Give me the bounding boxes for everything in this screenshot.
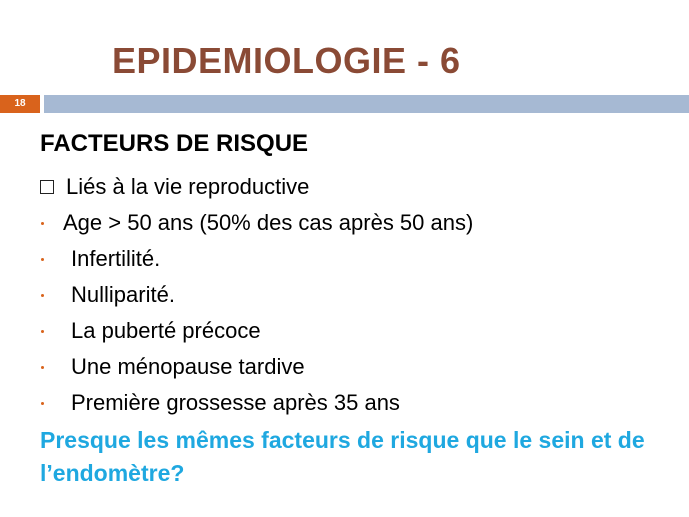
bullet-item (40, 208, 680, 238)
slide-title: EPIDEMIOLOGIE - 6 (112, 40, 461, 81)
slide-number: 18 (0, 95, 40, 113)
bullet-item-text: Age > 50 ans (50% des cas après 50 ans) (63, 210, 474, 235)
bullet-icon (41, 366, 44, 369)
checkbox-icon (40, 180, 54, 194)
bullet-item-text: Première grossesse après 35 ans (71, 390, 400, 415)
bullet-item-text: Infertilité. (71, 246, 161, 271)
section-heading: FACTEURS DE RISQUE (40, 130, 309, 157)
bullet-item-text: Nulliparité. (71, 282, 175, 307)
bullet-item (40, 244, 680, 274)
title-bar (44, 95, 689, 113)
checkbox-item-label: Liés à la vie reproductive (66, 174, 310, 199)
bullet-item (40, 316, 680, 346)
bullet-item (40, 280, 680, 310)
bullet-icon (41, 294, 44, 297)
title-rule (0, 95, 689, 113)
bullet-icon (41, 402, 44, 405)
bullet-item (40, 352, 680, 382)
highlight-question: Presque les mêmes facteurs de risque que le sein et de l’endomètre? (40, 427, 645, 486)
bullet-icon (41, 330, 44, 333)
bullet-item-text: Une ménopause tardive (71, 354, 305, 379)
bullet-item (40, 388, 680, 418)
bullet-icon (41, 258, 44, 261)
checkbox-item (40, 172, 680, 202)
slide-content (40, 128, 680, 490)
bullet-item-text: La puberté précoce (71, 318, 261, 343)
bullet-icon (41, 222, 44, 225)
